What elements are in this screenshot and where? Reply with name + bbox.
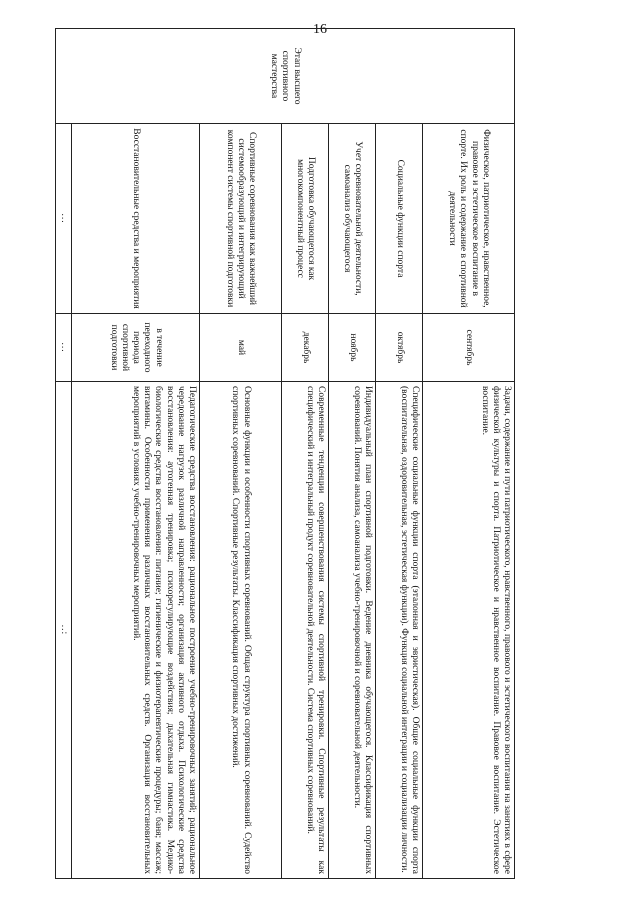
content-cell: Педагогические средства восстановления: рациональное построение учебно-тренировочных занятий; рациональное чередование нагрузок различной направленности; организация активного отдыха. Психологические средства восстановления: аутогенная тренировка; психорегулирующие воздействия; дыхательная гимнастика. Медико-биологические средства восстановления: питание; гигиенические и физиотерапевтические процедуры; баня; массаж; витамины. Особенности применения различных восстановительных средств. Организация восстановительных мероприятий в условиях учебно-тренировочных мероприятий.	[72, 382, 200, 879]
table-row	[55, 29, 71, 879]
topic-cell: Восстановительные средства и мероприятия	[72, 124, 200, 314]
table-row	[423, 29, 515, 879]
content-cell: Основные функции и особенности спортивных соревнований. Общая структура спортивных соревнований. Судейство спортивных соревнований. Спортивные результаты. Классификация спортивных достижений.	[200, 382, 282, 879]
page-number: 16	[313, 22, 327, 37]
topic-cell: Подготовка обучающегося как многокомпонентный процесс	[282, 124, 329, 314]
topic-cell: Спортивные соревнования как важнейший системообразующий и интегрирующий компонент системы спортивной подготовки	[200, 124, 282, 314]
ellipsis-cell: ...	[55, 314, 71, 382]
table-row	[200, 29, 282, 879]
rotated-table-wrapper	[55, 28, 515, 878]
table-row	[376, 29, 423, 879]
month-cell: декабрь	[282, 314, 329, 382]
month-cell: май	[200, 314, 282, 382]
month-cell: ноябрь	[329, 314, 376, 382]
content-cell: Индивидуальный план спортивной подготовки. Ведение дневника обучающегося. Классификация спортивных соревнований. Понятия анализа, самоанализа учебно-тренировочной и соревновательной деятельности.	[329, 382, 376, 879]
training-program-table	[55, 28, 515, 879]
table-row	[282, 29, 329, 879]
table-row	[72, 29, 200, 879]
ellipsis-cell: ..:	[55, 382, 71, 879]
month-cell: октябрь	[376, 314, 423, 382]
stage-cell: Этап высшего спортивного мастерства	[55, 29, 514, 124]
ellipsis-cell: ...	[55, 124, 71, 314]
content-cell: Современные тенденции совершенствования системы спортивной тренировки. Спортивные результаты как специфический и интегральный продукт соревновательной деятельности. Система спортивных соревнований.	[282, 382, 329, 879]
topic-cell: Учет соревновательной деятельности, самоанализ обучающегося	[329, 124, 376, 314]
month-cell: в течение переходного периода спортивной подготовки	[72, 314, 200, 382]
month-cell: сентябрь	[423, 314, 515, 382]
content-cell: Специфические социальные функции спорта (эталонная и эвристическая). Общие социальные функции спорта (воспитательная, оздоровительная, эстетическая функции). Функция социальной интеграции и социализации личности.	[376, 382, 423, 879]
table-row	[329, 29, 376, 879]
topic-cell: Физическое, патриотическое, нравственное, правовое и эстетическое воспитание в спорте. Их роль и содержание в спортивной деятельности	[423, 124, 515, 314]
content-cell: Задачи, содержание и пути патриотического, нравственного, правового и эстетического воспитания на занятиях в сфере физической культуры и спорта. Патриотическое и нравственное воспитание. Правовое воспитание. Эстетическое воспитание.	[423, 382, 515, 879]
topic-cell: Социальные функции спорта	[376, 124, 423, 314]
